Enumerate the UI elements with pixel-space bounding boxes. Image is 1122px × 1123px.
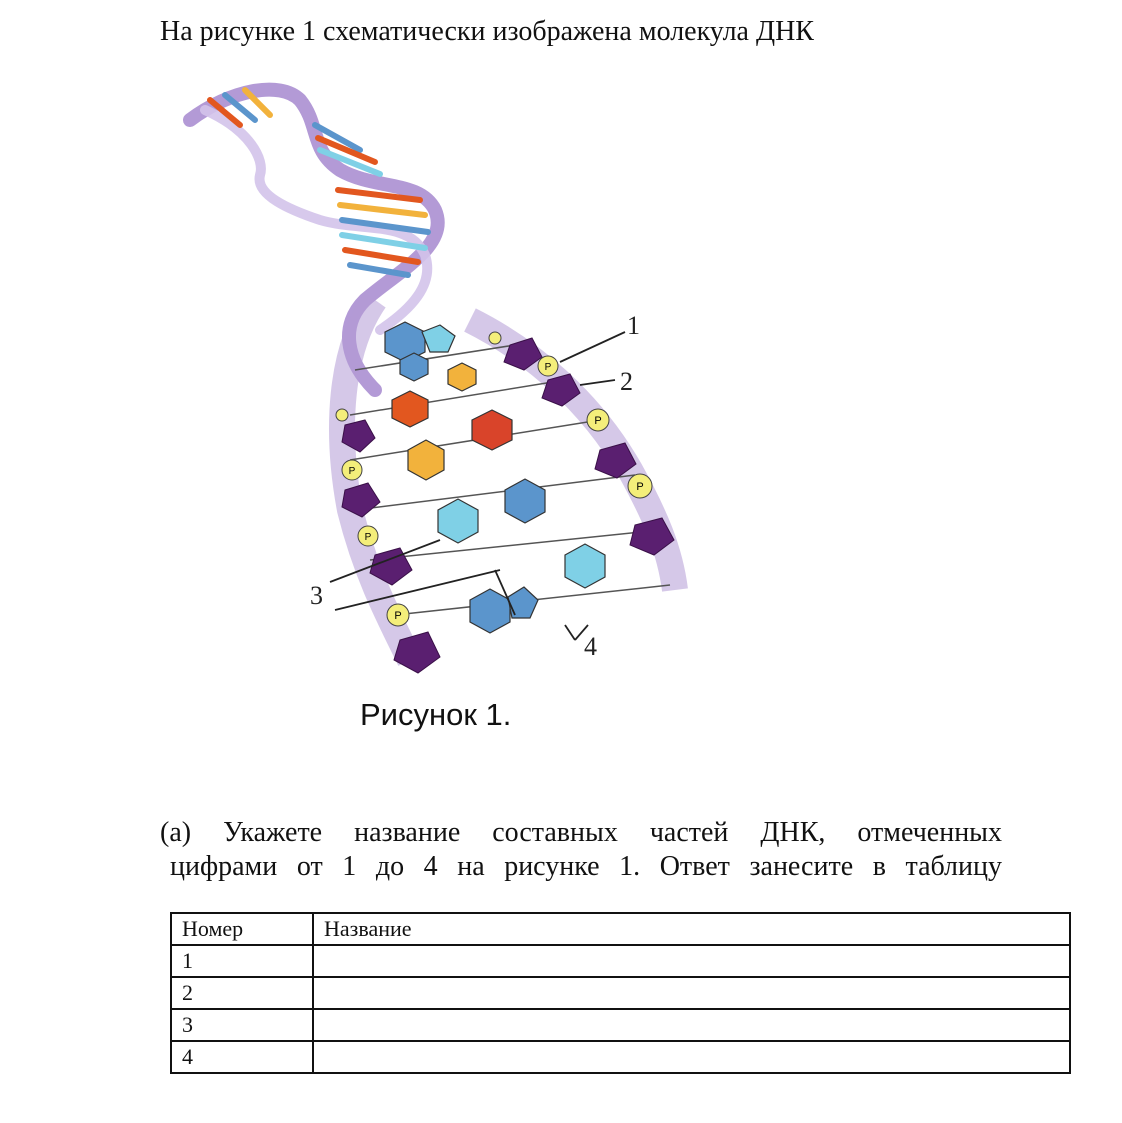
table-row [171,945,1070,977]
table-row [171,1009,1070,1041]
phosphate-7 [628,474,652,498]
table-header-row [171,913,1070,945]
phosphate-8 [489,332,501,344]
phosphate-3-letter: P [364,532,372,543]
answer-table [170,912,1071,1074]
table-row [171,977,1070,1009]
question-text [160,816,1002,884]
phosphate-4-letter: P [394,610,402,622]
row-name-cell[interactable] [313,945,1070,977]
header-number: Номер [171,913,313,945]
phosphate-2-letter: P [348,466,356,477]
question-line-1: (а) Укажете название составных частей ДНК, отмеченных [160,817,1002,848]
phosphate-5 [538,356,558,376]
table-row [171,1041,1070,1073]
label-2: 2 [620,367,633,396]
row-number: 4 [171,1041,313,1073]
label-3: 3 [310,581,323,610]
phosphate-4 [387,604,409,626]
nitrogen-bases [385,322,605,633]
label-4: 4 [584,632,597,661]
phosphate-1 [336,409,348,421]
intro-text: На рисунке 1 схематически изображена молекула ДНК [160,16,814,47]
row-name-cell[interactable] [313,1009,1070,1041]
phosphate-6-letter: P [594,415,602,427]
phosphate-2 [342,460,362,480]
header-name: Название [313,913,1070,945]
phosphate-5-letter: P [544,362,552,373]
phosphate-7-letter: P [636,481,644,493]
row-number: 2 [171,977,313,1009]
figure-caption: Рисунок 1. [360,697,512,732]
row-name-cell[interactable] [313,977,1070,1009]
phosphate-3 [358,526,378,546]
row-name-cell[interactable] [313,1041,1070,1073]
dna-figure [170,70,750,700]
phosphate-6 [587,409,609,431]
row-number: 3 [171,1009,313,1041]
label-1: 1 [627,311,640,340]
question-line-2: цифрами от 1 до 4 на рисунке 1. Ответ занесите в таблицу [170,851,1002,882]
row-number: 1 [171,945,313,977]
